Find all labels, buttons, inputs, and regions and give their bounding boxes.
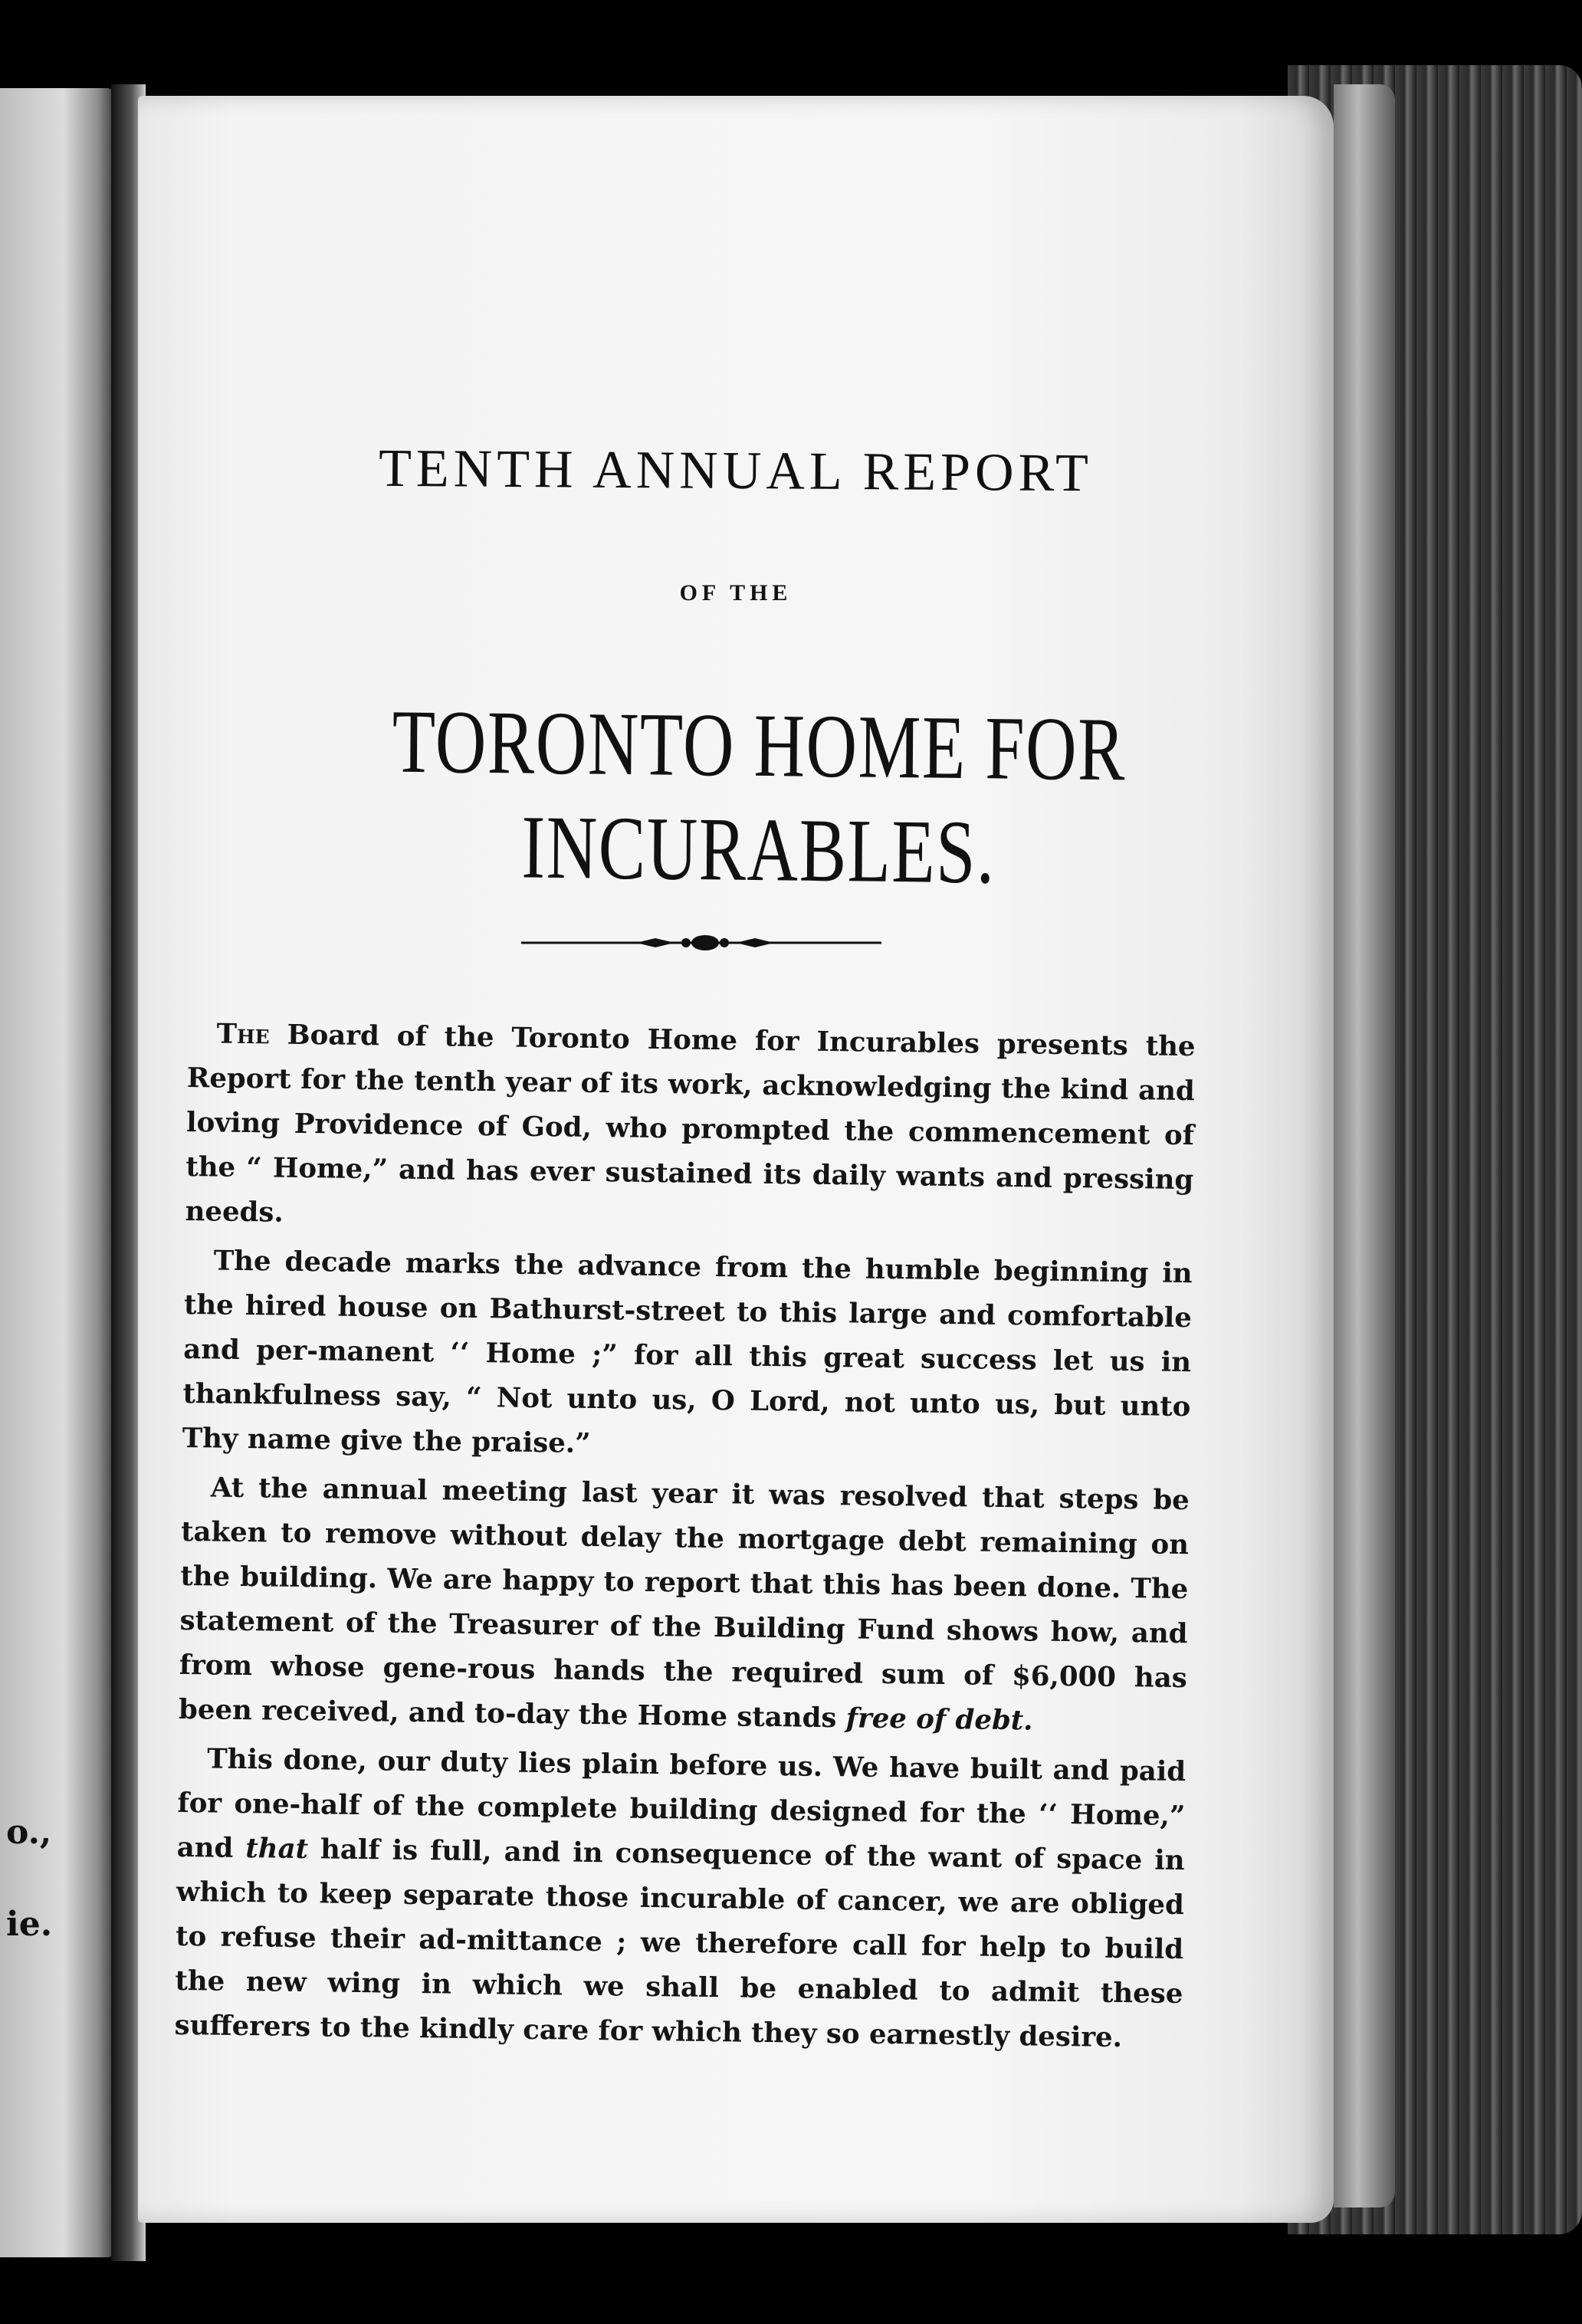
- report-body: [174, 1012, 1196, 2066]
- paragraph-text: This done, our duty lies plain before us. We have built and paid for one-half of the complete building designed for the ‘‘ Home,” and: [176, 1743, 1186, 1865]
- paragraph: [179, 1466, 1190, 1745]
- paragraph-text: Board of the Toronto Home for Incurables presents the Report for the tenth year of its work, acknowledging the kind and loving Providence of God, who prompted the commencement of the “ Home,” and has ever sustained its daily wants and pressing needs.: [185, 1019, 1196, 1229]
- emphasis-text: free of debt.: [845, 1702, 1033, 1737]
- paragraph-text: half is full, and in consequence of the want of space in which to keep separate those incurable of cancer, we are obliged to refuse their ad-mittance ; we therefore call for help to build the new wing in which we shall be enabled to admit these sufferers to the kindly care for which they so earnestly desire.: [174, 1833, 1185, 2054]
- paragraph: [182, 1239, 1193, 1474]
- institution-name: TORONTO HOME FOR INCURABLES.: [392, 691, 1127, 903]
- emphasis-text: that: [245, 1833, 309, 1866]
- paragraph: [174, 1737, 1186, 2061]
- paragraph-text: At the annual meeting last year it was resolved that steps be taken to remove without delay the mortgage debt remaining on the building. We are happy to report that this has been done. The statement of the Treasurer of the Building Fund shows how, and from whose gene-rous hands the required sum of $6,000 has been received, and to-day the Home stands: [178, 1472, 1190, 1735]
- report-title-connector: OF THE: [679, 580, 793, 606]
- ornament-divider-icon: [521, 927, 881, 958]
- report-title: TENTH ANNUAL REPORT: [378, 438, 1094, 504]
- paragraph: [185, 1012, 1196, 1247]
- paragraph-lead: The: [216, 1018, 270, 1051]
- page-block-highlight: [1334, 84, 1395, 2207]
- document-page: [138, 96, 1334, 2223]
- left-page-edge: [0, 88, 115, 2257]
- paragraph-text: The decade marks the advance from the humble beginning in the hired house on Bathurst-street to this large and comfortable and per-manent ‘‘ Home ;” for all this great success let us in thankfulness say, “ Not unto us, O Lord, not unto us, but unto Thy name give the praise.”: [182, 1245, 1193, 1459]
- left-page-text-fragment: o.,: [6, 1813, 52, 1852]
- left-page-text-fragment: ie.: [6, 1905, 53, 1944]
